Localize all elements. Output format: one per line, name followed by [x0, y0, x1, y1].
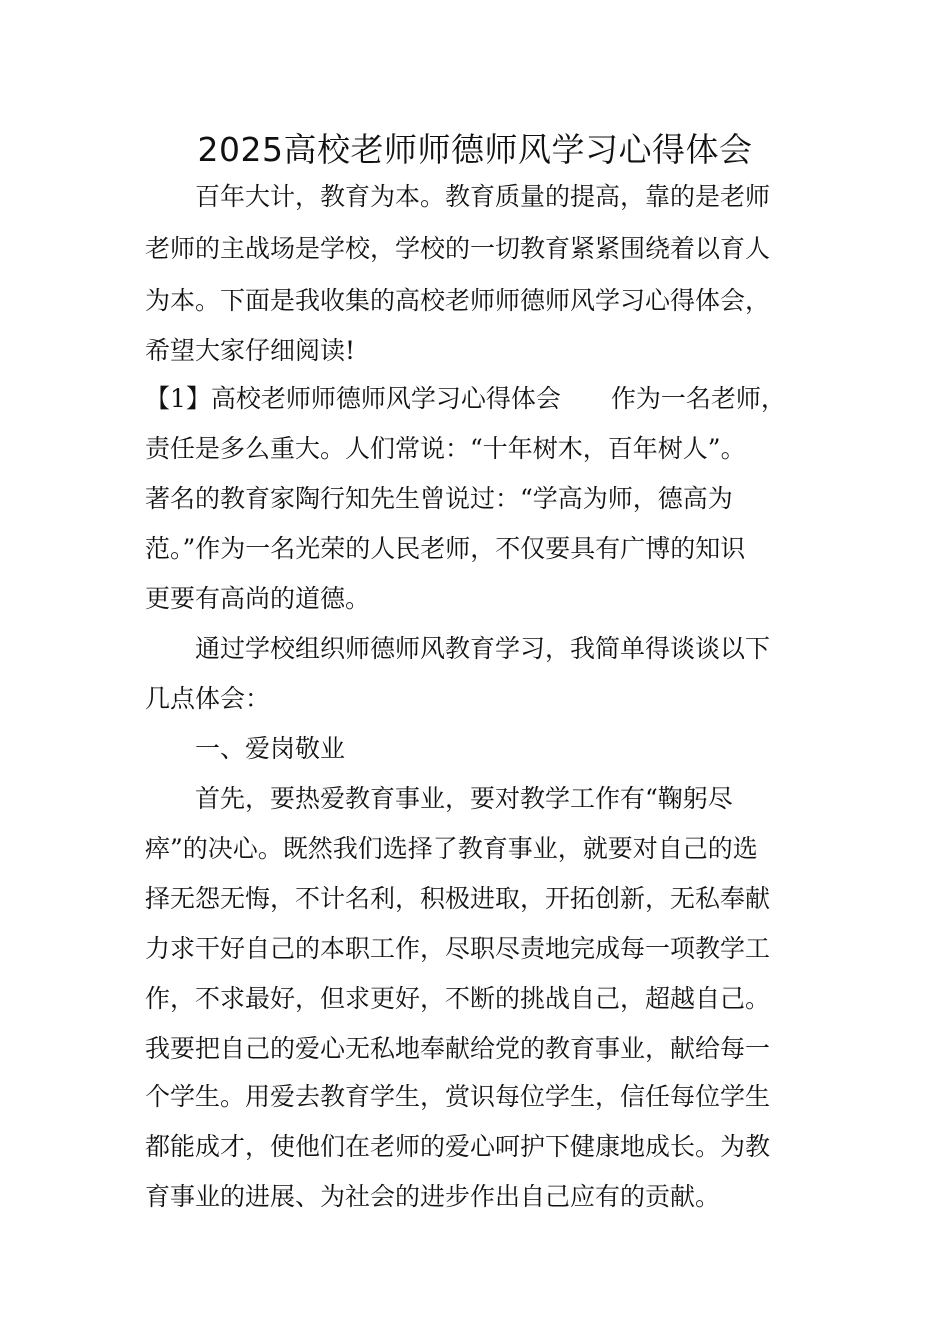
document-title: 2025高校老师师德师风学习心得体会: [197, 130, 753, 169]
text-line: 【1】高校老师师德师风学习心得体会 作为一名老师，: [145, 384, 786, 413]
text-line: 为本。下面是我收集的高校老师师德师风学习心得体会，: [145, 286, 771, 315]
text-line: 著名的教育家陶行知先生曾说过：“学高为师，德高为: [145, 484, 733, 513]
text-line: 几点体会：: [145, 684, 271, 713]
text-line: 通过学校组织师德师风教育学习，我简单得谈谈以下: [195, 634, 771, 663]
text-line: 范。”作为一名光荣的人民老师，不仅要具有广博的知识: [145, 534, 746, 563]
text-line: 首先，要热爱教育事业，要对教学工作有“鞠躬尽: [195, 784, 733, 813]
text-line: 责任是多么重大。人们常说：“十年树木，百年树人”。: [145, 434, 746, 463]
text-line: 择无怨无悔，不计名利，积极进取，开拓创新，无私奉献: [145, 884, 771, 913]
text-line: 力求干好自己的本职工作，尽职尽责地完成每一项教学工: [145, 934, 771, 963]
text-line: 我要把自己的爱心无私地奉献给党的教育事业，献给每一: [145, 1034, 771, 1063]
text-line: 都能成才，使他们在老师的爱心呵护下健康地成长。为教: [145, 1132, 771, 1161]
text-line: 瘁”的决心。既然我们选择了教育事业，就要对自己的选: [145, 834, 758, 863]
text-line: 作，不求最好，但求更好，不断的挑战自己，超越自己。: [145, 984, 771, 1013]
text-line: 育事业的进展、为社会的进步作出自己应有的贡献。: [145, 1182, 721, 1211]
text-line: 老师的主战场是学校，学校的一切教育紧紧围绕着以育人: [145, 234, 771, 263]
text-line: 百年大计，教育为本。教育质量的提高，靠的是老师: [195, 182, 771, 211]
text-line: 个学生。用爱去教育学生，赏识每位学生，信任每位学生: [145, 1082, 771, 1111]
section-heading: 一、爱岗敬业: [195, 734, 346, 763]
text-line: 更要有高尚的道德。: [145, 584, 371, 613]
text-line: 希望大家仔细阅读!: [145, 336, 356, 365]
